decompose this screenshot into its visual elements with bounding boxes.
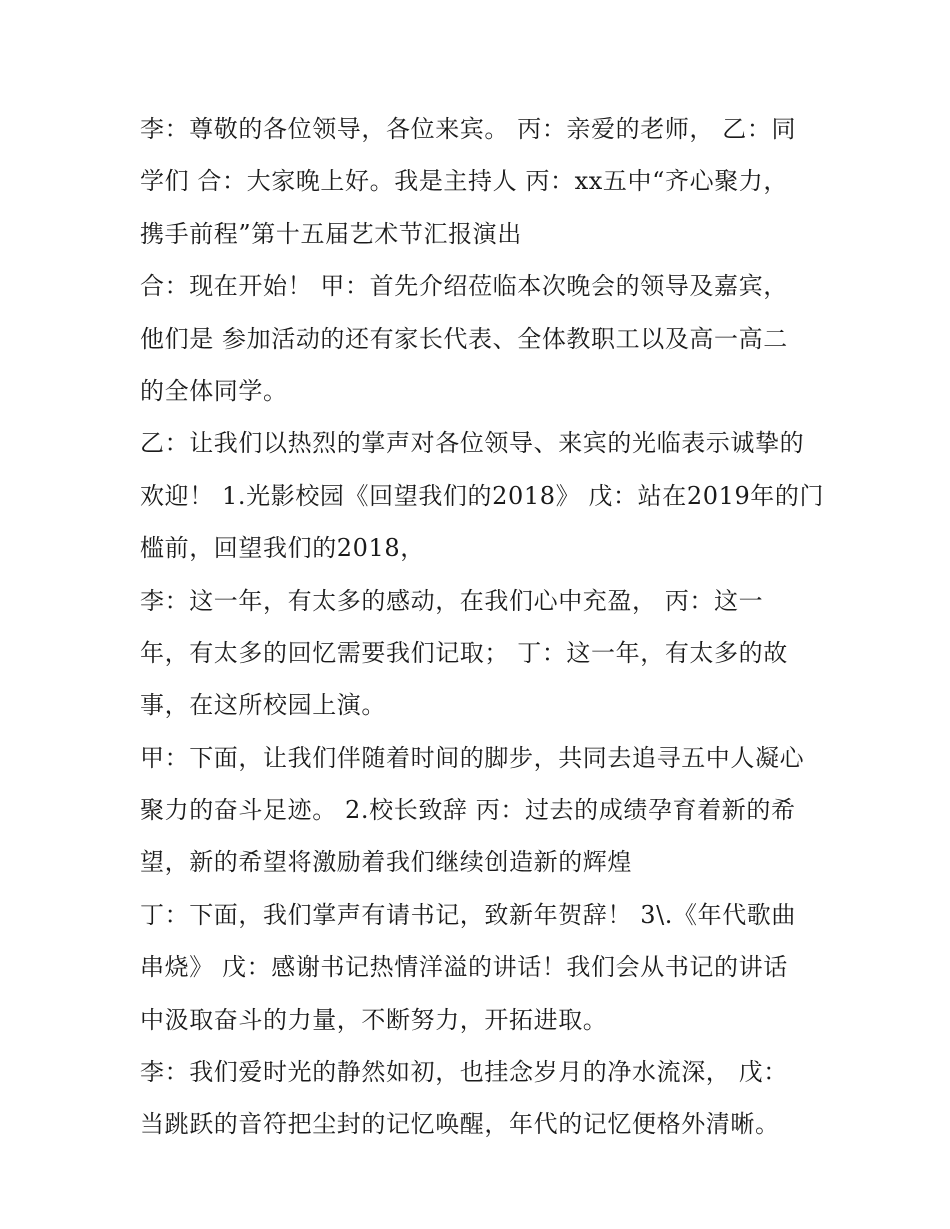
text-line: 携手前程”第十五届艺术节汇报演出 <box>140 219 522 248</box>
text-line: 的全体同学。 <box>140 376 288 405</box>
text-line: 聚力的奋斗足迹。 2.校长致辞 丙：过去的成绩孕育着新的希 <box>140 796 796 825</box>
text-line: 甲：下面，让我们伴随着时间的脚步，共同去追寻五中人凝心 <box>140 743 805 772</box>
text-line: 学们 合：大家晚上好。我是主持人 丙：xx五中“齐心聚力， <box>140 167 788 196</box>
text-line: 乙：让我们以热烈的掌声对各位领导、来宾的光临表示诚挚的 <box>140 429 805 458</box>
text-line: 李：这一年，有太多的感动，在我们心中充盈， 丙：这一 <box>140 586 764 615</box>
text-line: 年，有太多的回忆需要我们记取； 丁：这一年，有太多的故 <box>140 638 788 667</box>
text-line: 槛前，回望我们的2018， <box>140 534 425 563</box>
text-line: 串烧》 戊：感谢书记热情洋溢的讲话！我们会从书记的讲话 <box>140 953 788 982</box>
text-line: 中汲取奋斗的力量，不断努力，开拓进取。 <box>140 1005 608 1034</box>
text-line: 当跳跃的音符把尘封的记忆唤醒，年代的记忆便格外清晰。 <box>140 1110 780 1139</box>
text-line: 丁：下面，我们掌声有请书记，致新年贺辞！ 3\.《年代歌曲 <box>140 900 797 929</box>
text-line: 望，新的希望将激励着我们继续创造新的辉煌 <box>140 848 632 877</box>
text-line: 欢迎！ 1.光影校园《回望我们的2018》 戊：站在2019年的门 <box>140 481 825 510</box>
text-line: 李：尊敬的各位领导，各位来宾。 丙：亲爱的老师， 乙：同 <box>140 115 797 143</box>
document-body <box>140 103 825 1151</box>
text-line: 他们是 参加活动的还有家长代表、全体教职工以及高一高二 <box>140 324 788 353</box>
text-line: 事，在这所校园上演。 <box>140 691 386 720</box>
text-line: 合：现在开始！ 甲：首先介绍莅临本次晚会的领导及嘉宾， <box>140 272 788 301</box>
text-line: 李：我们爱时光的静然如初，也挂念岁月的净水流深， 戊： <box>140 1058 788 1087</box>
